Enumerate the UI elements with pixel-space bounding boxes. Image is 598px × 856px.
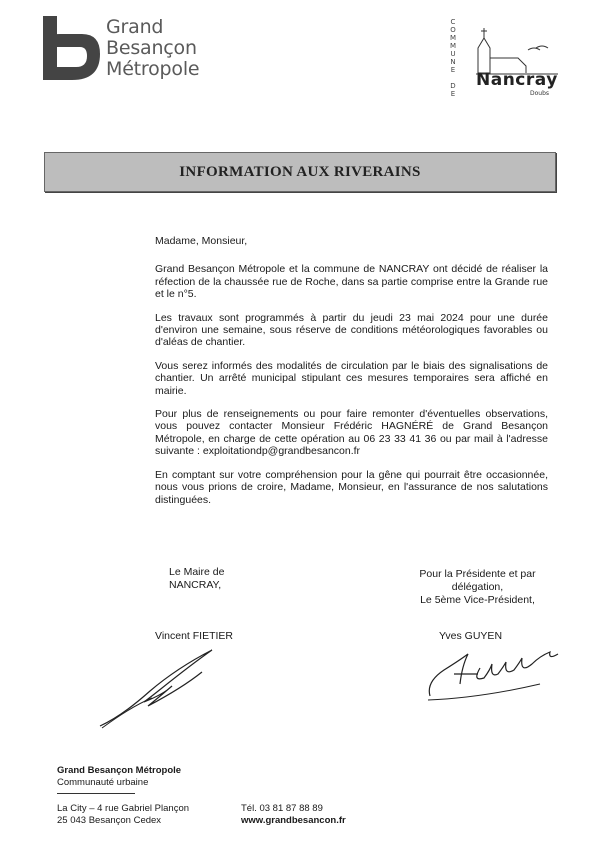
paragraph-3: Vous serez informés des modalités de circulation par le biais des signalisations de chantier. Un arrêté municipal stipulant ces mesures temporaires sera affiché en mairie. xyxy=(155,359,548,397)
paragraph-1: Grand Besançon Métropole et la commune de NANCRAY ont décidé de réaliser la réfection de la chaussée rue de Roche, dans sa partie comprise entre la Grande rue et le n°5. xyxy=(155,263,548,301)
footer-website[interactable]: www.grandbesancon.fr xyxy=(241,815,346,826)
footer-phone: Tél. 03 81 87 88 89 xyxy=(241,803,323,814)
handwritten-signature-left-icon xyxy=(92,636,242,731)
nancray-logo xyxy=(448,18,568,98)
logo-line-1: Grand xyxy=(106,16,164,38)
sig-left-line-2: NANCRAY, xyxy=(169,579,222,591)
sig-right-line-1: Pour la Présidente et par xyxy=(419,568,536,580)
footer-org-name: Grand Besançon Métropole xyxy=(57,765,182,776)
gbm-logo xyxy=(40,14,215,86)
paragraph-5: En comptant sur votre compréhension pour la gêne qui pourrait être occasionnée, nous vous prions de croire, Madame, Monsieur, en l'assurance de nos salutations distinguées. xyxy=(155,468,548,506)
logo-line-3: Métropole xyxy=(106,58,200,80)
footer-address-line-1: La City – 4 rue Gabriel Plançon xyxy=(57,803,190,814)
footer-organisation xyxy=(57,765,181,789)
footer-address-line-2: 25 043 Besançon Cedex xyxy=(57,815,162,826)
gbm-logo-text xyxy=(106,17,199,80)
commune-sub: Doubs xyxy=(530,90,550,97)
sig-right-line-3: Le 5ème Vice-Président, xyxy=(420,594,535,606)
footer-contact xyxy=(241,803,346,827)
signer-name-left: Vincent FIETIER xyxy=(155,630,234,642)
banner-title: INFORMATION AUX RIVERAINS xyxy=(179,163,421,180)
gbm-logo-mark-icon xyxy=(40,14,102,84)
title-banner xyxy=(44,152,556,192)
greeting: Madame, Monsieur, xyxy=(155,235,248,247)
commune-vertical-text: C O M M U N E D E xyxy=(449,18,457,98)
logo-line-2: Besançon xyxy=(106,37,197,59)
letter-body xyxy=(155,235,548,517)
commune-name: Nancray xyxy=(476,70,558,90)
paragraph-4: Pour plus de renseignements ou pour faire remonter d'éventuelles observations, vous pouvez contacter Monsieur Frédéric HAGNÉRÉ de Grand Besançon Métropole, en charge de cette opération au 06 23 33 41 36 ou par mail à l'adresse suivante : exploitationdp@grandbesancon.fr xyxy=(155,408,548,458)
signature-title-left xyxy=(169,566,224,592)
church-icon xyxy=(448,18,568,78)
footer-address xyxy=(57,803,189,827)
handwritten-signature-right-icon xyxy=(420,634,570,709)
footer-divider xyxy=(57,793,135,794)
signer-name-right: Yves GUYEN xyxy=(439,630,503,642)
signature-title-right xyxy=(405,568,550,607)
sig-right-line-2: délégation, xyxy=(451,581,504,593)
footer-org-type: Communauté urbaine xyxy=(57,777,149,788)
sig-left-line-1: Le Maire de xyxy=(169,566,225,578)
paragraph-2: Les travaux sont programmés à partir du jeudi 23 mai 2024 pour une durée d'environ une semaine, sous réserve de conditions météorologiques favorables ou d'aléas de chantier. xyxy=(155,311,548,349)
